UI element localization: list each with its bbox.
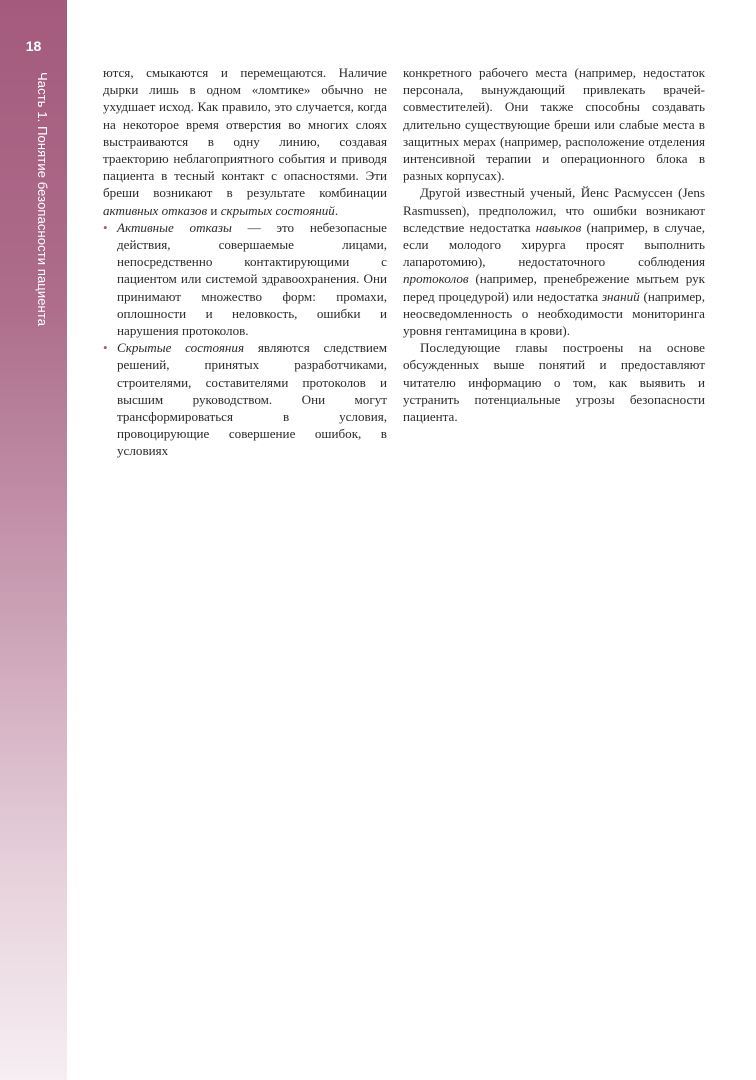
bullet-term: Активные отказы: [117, 219, 232, 235]
bullet-term: Скрытые состояния: [117, 340, 245, 356]
italic-term: активных отказов: [103, 202, 208, 218]
left-column: [103, 64, 387, 460]
closing-paragraph: Последующие главы построены на основе обсужденных выше понятий и предоставляют читателю информацию о том, как выявить и устранить потенциальные угрозы безопасности пациента.: [403, 340, 705, 425]
italic-term: навыков: [535, 219, 582, 235]
bullet-item-latent-conditions: [103, 339, 387, 459]
italic-term: скрытых состояний: [220, 202, 335, 218]
text-run: (например, в случае, если молодого хирурга просят выполнить лапаротомию), недостаточного соблюдения: [403, 219, 705, 270]
text-run: (например, пренебрежение мытьем рук перед процедурой) или недостатка: [403, 271, 705, 304]
bullet-text: являются следствием решений, принятых разработчиками, строителями, составителями протоколов и высшим руководством. Они могут трансформироваться в условия, провоцирующие совершение ошибок, в условиях: [117, 340, 387, 459]
text-run: (например, неосведомленность о необходимости мониторинга уровня гентамицина в крови).: [403, 288, 705, 339]
continuation-paragraph: конкретного рабочего места (например, недостаток персонала, вынуждающий привлекать врачей-совместителей). Они также способны создавать длительно существующие бреши или слабые места в защитных мерах (например, расположение отделения интенсивной терапии и операционного блока в разных корпусах).: [403, 65, 705, 184]
right-column: [403, 64, 705, 425]
bullet-text: — это небезопасные действия, совершаемые лицами, непосредственно контактирующими с пациентом или системой здравоохранения. Они принимают множество форм: промахи, оплошности и неловкость, ошибки и нарушения протоколов.: [117, 219, 387, 339]
text-run: и: [207, 202, 221, 218]
page-number: 18: [25, 38, 42, 54]
text-run: Другой известный ученый, Йенс Расмуссен (Jens Rasmussen), предположил, что ошибки возникают вследствие недостатка: [403, 185, 705, 235]
text-run: ются, смыкаются и перемещаются. Наличие дырки лишь в одном «ломтике» обычно не ухудшает исход. Как правило, это случается, когда на некоторое время отверстия во многих слоях выстраиваются в одну линию, создавая траекторию неблагоприятного события и приводя пациента в тесный контакт с опасностями. Эти бреши возникают в результате комбинации: [103, 65, 387, 201]
rasmussen-paragraph: [403, 184, 705, 339]
italic-term: протоколов: [403, 271, 469, 287]
bullet-item-active-failures: [103, 219, 387, 339]
text-run: .: [334, 202, 339, 218]
chapter-side-band: [0, 0, 67, 1080]
italic-term: знаний: [601, 288, 640, 304]
intro-paragraph: [103, 64, 387, 219]
bullet-list: [103, 219, 387, 460]
running-head: Часть 1. Понятие безопасности пациента: [35, 72, 50, 327]
